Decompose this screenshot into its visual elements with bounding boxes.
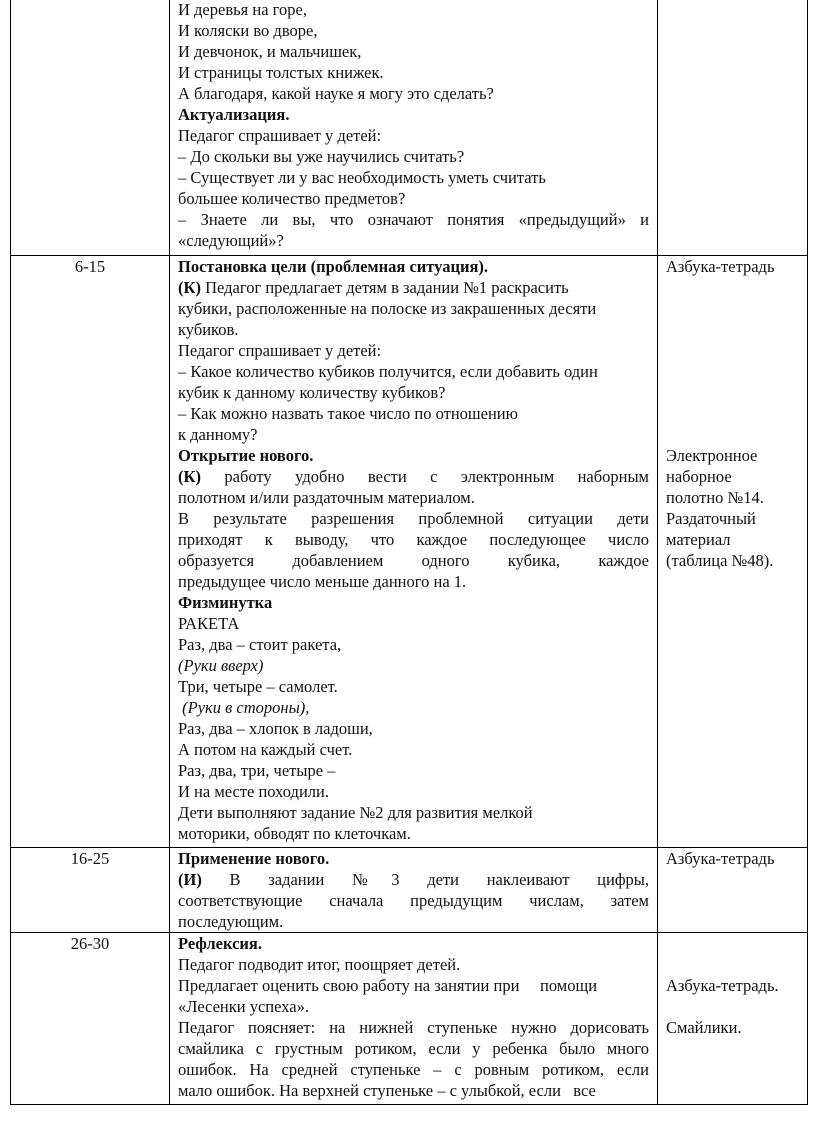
resource-label: Раздаточный [666,509,756,528]
text-line: – Как можно назвать такое число по отношению [178,404,518,423]
text-line: предыдущее число меньше данного на 1. [178,572,467,591]
text-line: образуется добавлением одного кубика, каждое [178,551,649,570]
time-cell: 26-30 [11,933,170,1105]
resource-label: Смайлики. [666,1018,742,1037]
resource-label: (таблица №48). [666,551,774,570]
text-line: – Знаете ли вы, что означают понятия «предыдущий» и [178,210,649,229]
poem-line: Раз, два – стоит ракета, [178,635,342,654]
text-line: кубики, расположенные на полоске из закрашенных десяти [178,299,597,318]
text-line: – Существует ли у вас необходимость уметь считать [178,168,546,187]
text-line: «следующий»? [178,231,284,250]
poem-line: И страницы толстых книжек. [178,63,384,82]
question-line: А благодаря, какой науке я могу это сделать? [178,84,494,103]
content-cell [170,256,658,848]
k-mark: (К) [178,278,201,297]
poem-line: И коляски во дворе, [178,21,318,40]
section-heading: Применение нового. [178,849,330,868]
lesson-plan-table [10,0,808,1105]
poem-line: Три, четыре – самолет. [178,677,338,696]
section-heading: Физминутка [178,593,273,612]
table-row [11,933,808,1105]
resource-label: Азбука-тетрадь [666,257,775,276]
poem-line: И деревья на горе, [178,0,307,19]
time-cell [11,0,170,256]
text-line: моторики, обводят по клеточкам. [178,824,411,843]
text-line: приходят к выводу, что каждое последующее число [178,530,649,549]
k-mark: (К) [178,467,201,486]
text-line: к данному? [178,425,258,444]
resource-label: материал [666,530,731,549]
text-line: В задании №3 дети наклеивают цифры, [201,870,649,889]
resource-label: наборное [666,467,732,486]
poem-line: А потом на каждый счет. [178,740,353,759]
text-line: полотном и/или раздаточным материалом. [178,488,475,507]
section-heading: Актуализация. [178,105,290,124]
resources-cell: Азбука-тетрадь [658,848,808,933]
time-cell: 16-25 [11,848,170,933]
text-line: мало ошибок. На верхней ступеньке – с улыбкой, если все [178,1081,596,1100]
resource-label: Электронное [666,446,758,465]
text-line: Дети выполняют задание №2 для развития мелкой [178,803,533,822]
text-line: Педагог поясняет: на нижней ступеньке нужно дорисовать [178,1018,649,1037]
time-cell: 6-15 [11,256,170,848]
text-line: – Какое количество кубиков получится, если добавить один [178,362,598,381]
text-line: работу удобно вести с электронным наборным [200,467,649,486]
text-line: Педагог спрашивает у детей: [178,126,382,145]
table-row [11,256,808,848]
section-heading: Постановка цели (проблемная ситуация). [178,257,489,276]
i-mark: (И) [178,870,202,889]
text-line: кубик к данному количеству кубиков? [178,383,446,402]
text-line: ошибок. На средней ступеньке – с ровным ротиком, если [178,1060,649,1079]
poem-line: (Руки в стороны), [178,698,310,717]
text-line: Педагог предлагает детям в задании №1 раскрасить [200,278,569,297]
text-line: – До скольки вы уже научились считать? [178,147,465,166]
poem-line: Раз, два, три, четыре – [178,761,336,780]
text-line: большее количество предметов? [178,189,406,208]
text-line: Педагог спрашивает у детей: [178,341,382,360]
poem-line: РАКЕТА [178,614,240,633]
resources-cell [658,933,808,1105]
text-line: Предлагает оценить свою работу на занятии при помощи [178,976,598,995]
poem-line: (Руки вверх) [178,656,264,675]
section-heading: Открытие нового. [178,446,314,465]
text-line: В результате разрешения проблемной ситуации дети [178,509,649,528]
section-heading: Рефлексия. [178,934,262,953]
content-cell [170,848,658,933]
poem-line: И девчонок, и мальчишек, [178,42,362,61]
text-line: соответствующие сначала предыдущим числам, затем [178,891,649,910]
content-cell [170,0,658,256]
text-line: смайлика с грустным ротиком, если у ребенка было много [178,1039,649,1058]
text-line: последующим. [178,912,284,931]
resources-cell [658,0,808,256]
content-cell [170,933,658,1105]
table-row [11,0,808,256]
resource-label: полотно №14. [666,488,764,507]
table-row [11,848,808,933]
resource-label: Азбука-тетрадь. [666,976,779,995]
text-line: «Лесенки успеха». [178,997,309,1016]
poem-line: И на месте походили. [178,782,329,801]
resources-cell [658,256,808,848]
poem-line: Раз, два – хлопок в ладоши, [178,719,373,738]
text-line: кубиков. [178,320,239,339]
text-line: Педагог подводит итог, поощряет детей. [178,955,461,974]
